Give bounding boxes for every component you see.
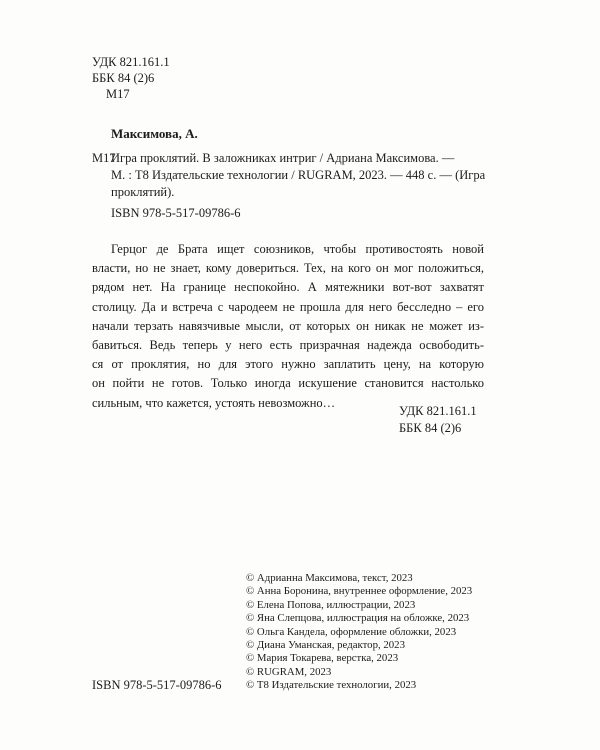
annotation-line: ся от проклятия, но для этого нужно заплатить цену, на которую bbox=[92, 357, 484, 372]
catalog-line-2: М. : Т8 Издательские технологии / RUGRAM, 2023. — 448 с. — (Игра bbox=[111, 168, 486, 182]
bbk-code: ББК 84 (2)6 bbox=[92, 71, 155, 85]
annotation-line: он пойти не готов. Только иногда искушение становится настолько bbox=[92, 376, 484, 391]
isbn-bottom: ISBN 978-5-517-09786-6 bbox=[92, 678, 222, 692]
copyright-list bbox=[246, 572, 472, 693]
copyright-line: © Т8 Издательские технологии, 2023 bbox=[246, 679, 417, 692]
author-heading: Максимова, А. bbox=[111, 126, 198, 141]
annotation-line: Герцог де Брата ищет союзников, чтобы противостоять новой bbox=[111, 242, 484, 256]
annotation-line: бавиться. Ведь теперь у него есть призрачная надежда освободить- bbox=[92, 338, 484, 353]
catalog-author-mark: М17 bbox=[92, 151, 116, 165]
copyright-line: © Диана Уманская, редактор, 2023 bbox=[246, 639, 405, 652]
copyright-line: © Мария Токарева, верстка, 2023 bbox=[246, 652, 399, 665]
catalog-record bbox=[92, 150, 492, 201]
copyright-line: © Яна Слепцова, иллюстрация на обложке, 2023 bbox=[246, 612, 470, 625]
classification-block-right bbox=[399, 403, 477, 437]
copyright-line: © Ольга Кандела, оформление обложки, 2023 bbox=[246, 625, 457, 638]
copyright-line: © Елена Попова, иллюстрации, 2023 bbox=[246, 598, 416, 611]
author-mark: М17 bbox=[106, 87, 130, 101]
udk-code-right: УДК 821.161.1 bbox=[399, 404, 477, 418]
annotation bbox=[92, 240, 484, 413]
classification-block-top bbox=[92, 54, 170, 102]
copyright-line: © Адрианна Максимова, текст, 2023 bbox=[246, 572, 413, 584]
annotation-line: сильным, что кажется, устоять невозможно… bbox=[92, 395, 336, 410]
copyright-line: © RUGRAM, 2023 bbox=[246, 665, 332, 678]
annotation-line: столицу. Да и встреча с чародеем не прошла для него бесследно – его bbox=[92, 299, 484, 314]
annotation-line: власти, но не знает, кому довериться. Тех, на кого он мог положиться, bbox=[92, 261, 484, 276]
annotation-line: начали терзать навязчивые мысли, от которых он никак не может из- bbox=[92, 318, 484, 333]
catalog-line-1: Игра проклятий. В заложниках интриг / Адриана Максимова. — bbox=[111, 151, 455, 165]
catalog-line-3: проклятий). bbox=[111, 185, 175, 199]
annotation-line: рядом нет. На границе неспокойно. А мятежники вот-вот захватят bbox=[92, 280, 484, 295]
bbk-code-right: ББК 84 (2)6 bbox=[399, 421, 462, 435]
udk-code: УДК 821.161.1 bbox=[92, 55, 170, 69]
isbn-top: ISBN 978-5-517-09786-6 bbox=[111, 206, 241, 220]
copyright-line: © Анна Боронина, внутреннее оформление, 2023 bbox=[246, 585, 473, 598]
